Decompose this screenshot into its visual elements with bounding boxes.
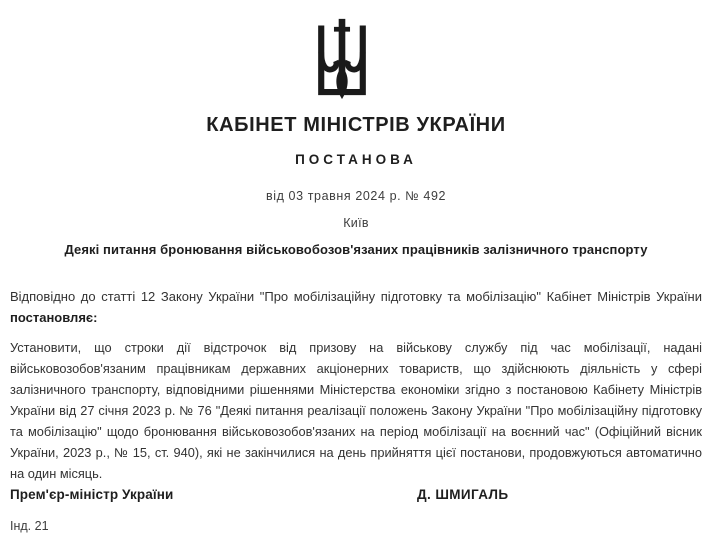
signer-title: Прем'єр-міністр України (10, 487, 174, 502)
city-label: Київ (343, 216, 369, 230)
body-paragraph: Установити, що строки дії відстрочок від призову на військову службу під час мобілізації, надані військовозобов'язаним працівникам державних акціонерних товариств, що здійснюють діяльність у сфері залізничного транспорту, відповідними рішеннями Міністерства економіки згідно з постановою Кабінету Міністрів України від 27 січня 2023 р. № 76 "Деякі питання реалізації положень Закону України "Про мобілізаційну підготовку та мобілізацію" щодо бронювання військовозобов'язаних на період мобілізації на воєнний час" (Офіційний вісник України, 2023 р., № 15, ст. 940), які не закінчилися на день прийняття цієї постанови, продовжуються автоматично на один місяць. (10, 339, 702, 481)
document-type-heading: ПОСТАНОВА (295, 152, 417, 167)
signer-name: Д. ШМИГАЛЬ (417, 487, 509, 502)
preamble-paragraph (10, 287, 702, 328)
decree-subject-title: Деякі питання бронювання військовобозов'язаних працівників залізничного транспорту (64, 242, 648, 257)
ukraine-tryzub-emblem-icon (311, 16, 373, 101)
date-and-number-line: від 03 травня 2024 р. № 492 (265, 189, 447, 203)
preamble-text: Відповідно до статті 12 Закону України "Про мобілізаційну підготовку та мобілізацію" Кабінет Міністрів України (10, 289, 702, 304)
org-name-heading: КАБІНЕТ МІНІСТРІВ УКРАЇНИ (206, 114, 506, 136)
index-note: Інд. 21 (10, 519, 49, 533)
resolve-word: постановляє: (10, 309, 98, 325)
